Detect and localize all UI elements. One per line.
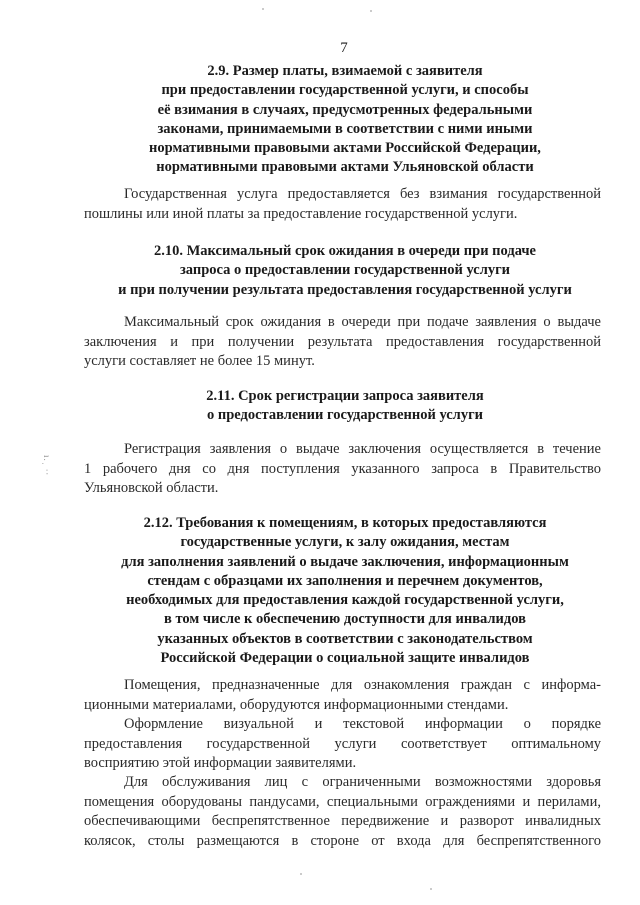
scan-speck [300, 873, 302, 875]
section-2-12-paragraph-2 [84, 715, 601, 774]
scan-speck [370, 10, 372, 12]
heading-line: в том числе к обеспечению доступности для инвалидов [164, 611, 526, 628]
heading-line: указанных объектов в соответствии с законодательством [157, 630, 533, 647]
text-line: колясок, столы размещаются в стороне от входа для беспрепятственного [84, 832, 601, 849]
text-line: предоставления государственной услуги соответствует оптимальному [84, 735, 601, 752]
heading-line: запроса о предоставлении государственной услуги [179, 262, 511, 279]
section-2-10-paragraph [84, 313, 601, 372]
heading-line: Российской Федерации о социальной защите инвалидов [160, 650, 530, 667]
heading-line: 2.10. Максимальный срок ожидания в очереди при подаче [154, 243, 536, 259]
section-2-9-heading [90, 62, 600, 178]
heading-line: 2.12. Требования к помещениям, в которых предоставляются [143, 515, 547, 531]
text-line: ционными материалами, оборудуются информационными стендами. [84, 696, 509, 713]
heading-line: государственные услуги, к залу ожидания, местам [180, 534, 510, 551]
heading-line: при предоставлении государственной услуги, и способы [161, 82, 529, 99]
heading-line: законами, принимаемыми в соответствии с ними иными [157, 120, 533, 137]
text-line: Максимальный срок ожидания в очереди при подаче заявления о выдаче [124, 314, 601, 330]
heading-line: 2.9. Размер платы, взимаемой с заявителя [207, 63, 483, 79]
section-2-12-paragraph-3 [84, 773, 601, 851]
text-line: Помещения, предназначенные для ознакомления граждан с информа- [124, 677, 601, 693]
text-line: помещения оборудованы пандусами, специальными ограждениями и перилами, [84, 793, 601, 810]
heading-line: о предоставлении государственной услуги [206, 407, 484, 424]
heading-line: 2.11. Срок регистрации запроса заявителя [206, 388, 484, 404]
heading-line: нормативными правовыми актами Российской Федерации, [149, 140, 541, 157]
page-number: 7 [340, 40, 348, 56]
heading-line: необходимых для предоставления каждой государственной услуги, [126, 592, 564, 609]
heading-line: для заполнения заявлений о выдаче заключения, информационным [121, 553, 569, 570]
section-2-10-heading [90, 242, 600, 300]
section-2-9-paragraph [84, 185, 601, 224]
text-line: пошлины или иной платы за предоставление государственной услуги. [84, 205, 518, 222]
heading-line: её взимания в случаях, предусмотренных федеральными [157, 101, 533, 118]
text-line: заключения и при получении результата предоставления государственной [84, 333, 601, 350]
text-line: 1 рабочего дня со дня поступления указанного запроса в Правительство [84, 460, 601, 477]
heading-line: стендам с образцами их заполнения и перечнем документов, [147, 572, 543, 589]
heading-line: нормативными правовыми актами Ульяновской области [156, 159, 534, 176]
margin-scan-mark: ı.ˌ ∙· [42, 455, 52, 477]
text-line: Ульяновской области. [84, 480, 219, 496]
text-line: Регистрация заявления о выдаче заключения осуществляется в течение [124, 441, 601, 457]
scan-speck [430, 888, 432, 890]
section-2-12-heading [90, 514, 600, 668]
text-line: Государственная услуга предоставляется без взимания государственной [124, 186, 601, 202]
text-line: Для обслуживания лиц с ограниченными возможностями здоровья [124, 774, 601, 790]
section-2-11-heading [90, 387, 600, 426]
text-line: обеспечивающими беспрепятственное передвижение и разворот инвалидных [84, 813, 601, 829]
scan-speck [262, 8, 264, 10]
text-line: услуги составляет не более 15 минут. [84, 353, 315, 369]
text-line: восприятию этой информации заявителями. [84, 755, 357, 771]
section-2-11-paragraph [84, 440, 601, 499]
heading-line: и при получении результата предоставления государственной услуги [118, 281, 572, 298]
section-2-12-paragraph-1 [84, 676, 601, 715]
text-line: Оформление визуальной и текстовой информации о порядке [124, 716, 601, 732]
